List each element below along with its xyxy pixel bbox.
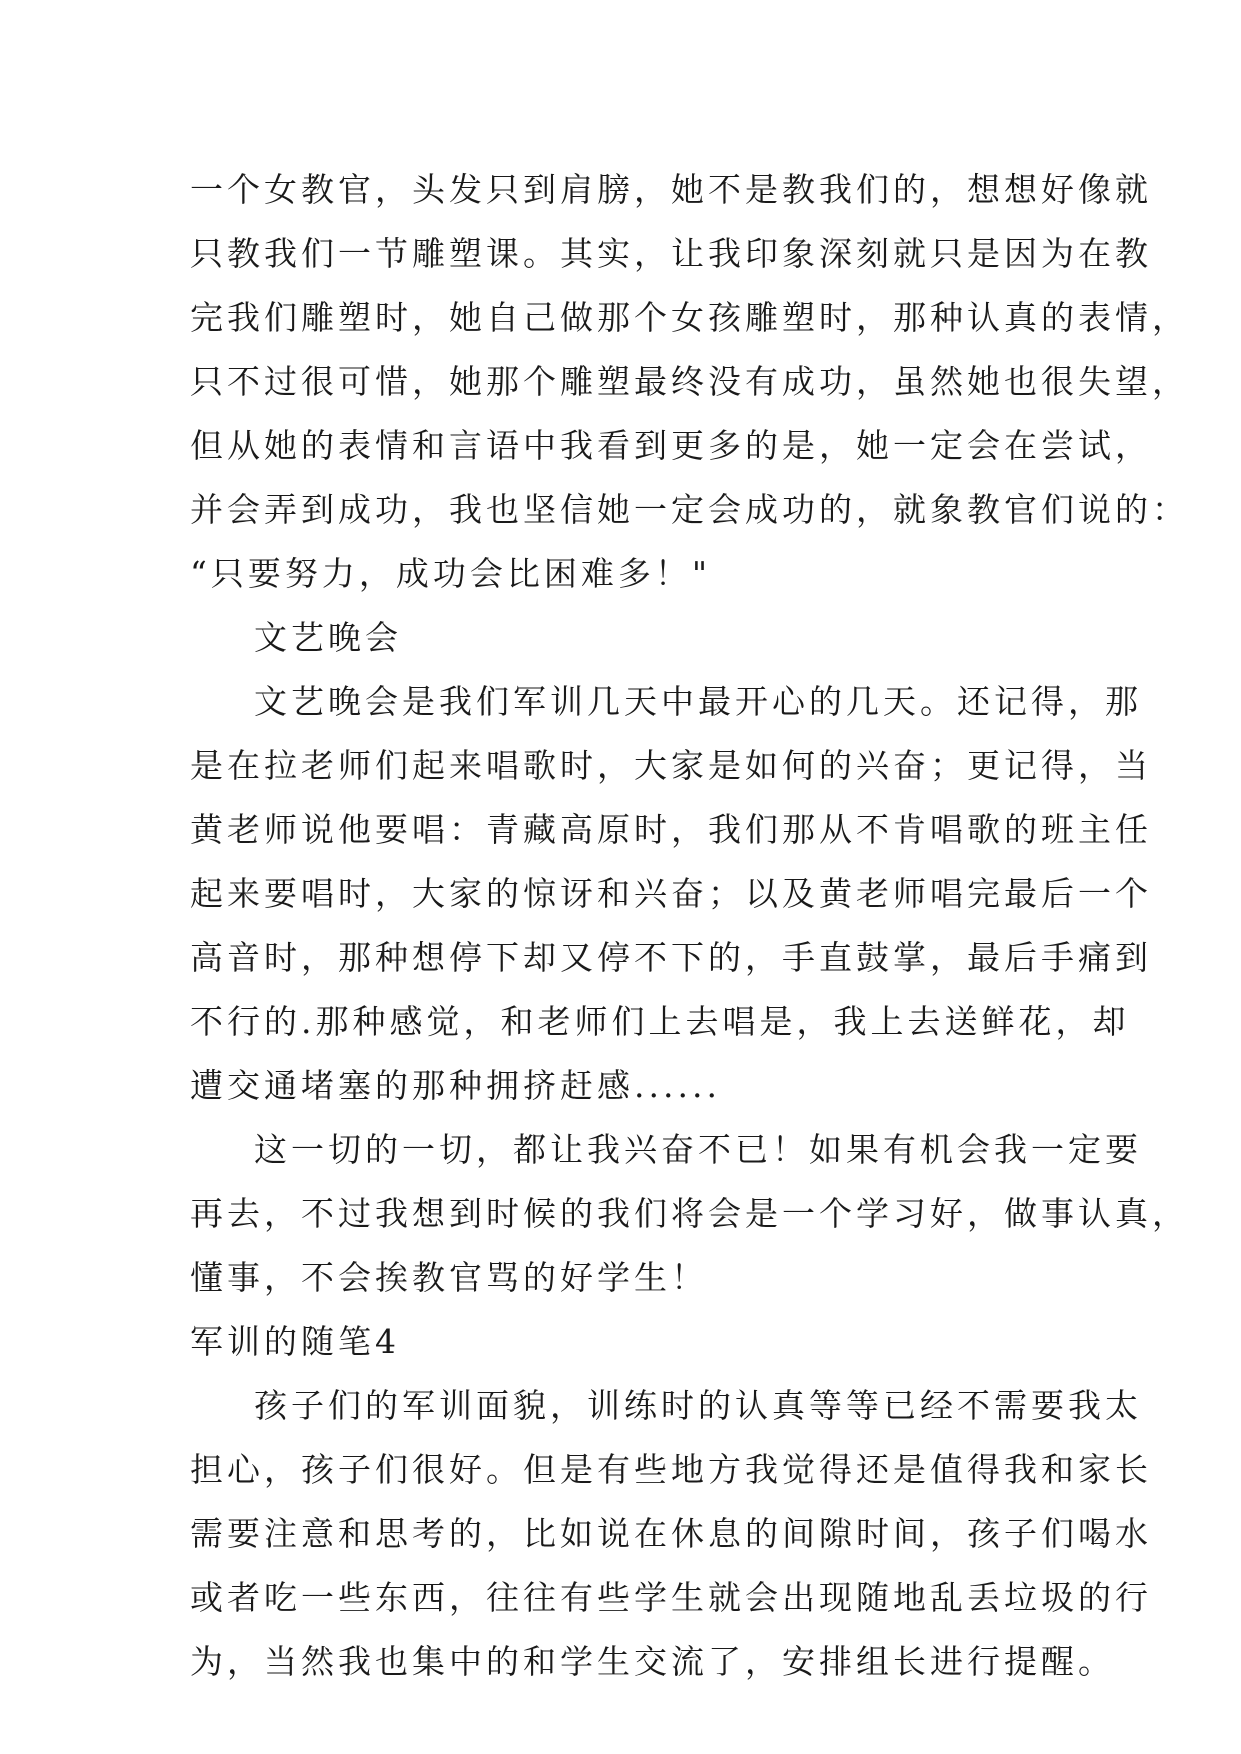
text-line: 或者吃一些东西，往往有些学生就会出现随地乱丢垃圾的行 <box>190 1578 1152 1617</box>
text-line: 为，当然我也集中的和学生交流了，安排组长进行提醒。 <box>190 1642 1115 1681</box>
text-line: 起来要唱时，大家的惊讶和兴奋；以及黄老师唱完最后一个 <box>190 874 1152 913</box>
paragraph-start: 孩子们的军训面貌，训练时的认真等等已经不需要我太 <box>254 1386 1142 1425</box>
paragraph-start: 这一切的一切，都让我兴奋不已！如果有机会我一定要 <box>254 1130 1142 1169</box>
paragraph-start: 文艺晚会是我们军训几天中最开心的几天。还记得，那 <box>254 682 1142 721</box>
text-line: 再去，不过我想到时候的我们将会是一个学习好，做事认真， <box>190 1194 1189 1233</box>
text-line: 遭交通堵塞的那种拥挤赶感...... <box>190 1066 721 1105</box>
text-line: 高音时，那种想停下却又停不下的，手直鼓掌，最后手痛到 <box>190 938 1152 977</box>
text-line: 不行的.那种感觉，和老师们上去唱是，我上去送鲜花，却 <box>190 1002 1130 1041</box>
text-line: 黄老师说他要唱：青藏高原时，我们那从不肯唱歌的班主任 <box>190 810 1152 849</box>
text-line: 一个女教官，头发只到肩膀，她不是教我们的，想想好像就 <box>190 170 1152 209</box>
document-body <box>190 158 1189 1694</box>
section-heading-art-evening: 文艺晚会 <box>254 618 402 657</box>
text-line: 完我们雕塑时，她自己做那个女孩雕塑时，那种认真的表情， <box>190 298 1189 337</box>
text-line: 需要注意和思考的，比如说在休息的间隙时间，孩子们喝水 <box>190 1514 1152 1553</box>
text-line: 是在拉老师们起来唱歌时，大家是如何的兴奋；更记得，当 <box>190 746 1152 785</box>
text-line: 但从她的表情和言语中我看到更多的是，她一定会在尝试， <box>190 426 1152 465</box>
text-line: “只要努力，成功会比困难多！" <box>190 554 712 593</box>
text-line: 只教我们一节雕塑课。其实，让我印象深刻就只是因为在教 <box>190 234 1152 273</box>
section-title-essay-4: 军训的随笔4 <box>190 1322 400 1361</box>
text-line: 担心，孩子们很好。但是有些地方我觉得还是值得我和家长 <box>190 1450 1152 1489</box>
text-line: 并会弄到成功，我也坚信她一定会成功的，就象教官们说的： <box>190 490 1189 529</box>
text-line: 只不过很可惜，她那个雕塑最终没有成功，虽然她也很失望， <box>190 362 1189 401</box>
text-line: 懂事，不会挨教官骂的好学生！ <box>190 1258 708 1297</box>
